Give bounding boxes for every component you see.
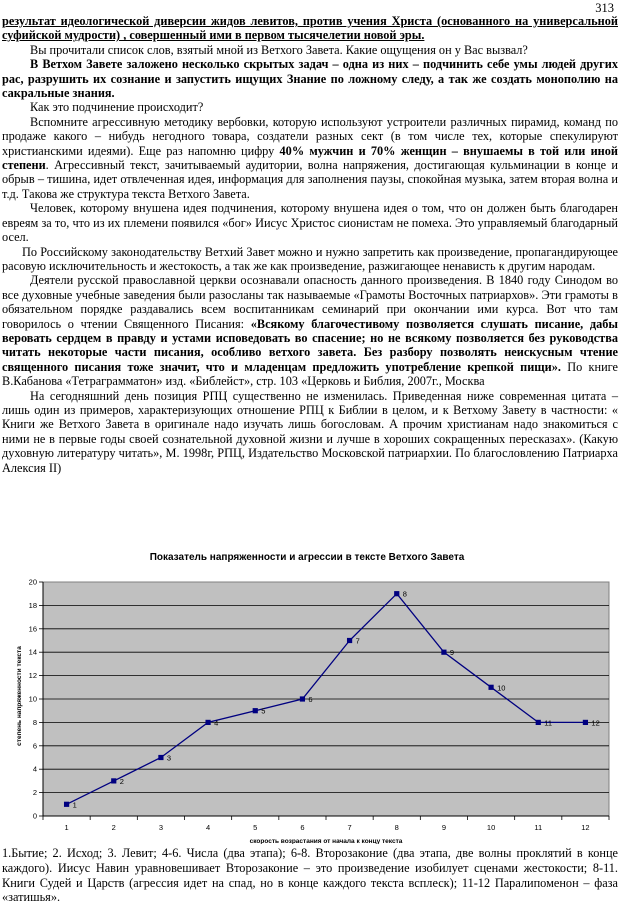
data-label: 8 xyxy=(402,589,407,599)
data-label: 12 xyxy=(591,718,600,728)
y-tick-label: 18 xyxy=(28,600,37,610)
y-tick-label: 14 xyxy=(28,647,37,657)
y-tick-label: 4 xyxy=(32,764,37,774)
y-tick-label: 12 xyxy=(28,671,37,681)
y-tick-label: 8 xyxy=(32,717,37,727)
x-tick-label: 4 xyxy=(205,823,211,832)
data-point xyxy=(205,720,210,725)
data-point xyxy=(64,802,69,807)
x-tick-label: 10 xyxy=(486,823,496,832)
data-point xyxy=(441,650,446,655)
data-point xyxy=(394,591,399,596)
paragraph-3: Как это подчинение происходит? xyxy=(30,100,204,115)
paragraph-2-bold: В Ветхом Завете заложено несколько скрытых задач – одна из них – подчинить себе умы людей других рас, разрушить их сознание и запустить ищущих Знание по ложному следу, а так же создать монополию на сакральные знания. xyxy=(2,57,618,101)
data-label: 5 xyxy=(261,706,266,716)
x-tick-label: 6 xyxy=(300,823,305,832)
y-tick-label: 20 xyxy=(28,577,37,587)
paragraph-6: По Российскому законодательству Ветхий Завет можно и нужно запретить как произведение, пропагандирующее расовую исключительность и жестокость, а так же как произведение, разжигающее ненависть к другим народам. xyxy=(2,244,618,273)
y-axis-label: степень напряженности текста xyxy=(16,646,23,746)
chart-title: Показатель напряженности и агрессии в тексте Ветхого Завета xyxy=(149,552,465,563)
data-point xyxy=(347,638,352,643)
x-tick-label: 12 xyxy=(581,823,590,832)
data-point xyxy=(536,720,541,725)
data-label: 3 xyxy=(166,753,172,763)
x-axis-label: скорость возрастания от начала к концу текста xyxy=(249,838,403,844)
intro-paragraph: результат идеологической диверсии жидов левитов, против учения Христа (основанного на универсальной суфийской мудрости) , совершенный ими в первом тысячелетии новой эры. xyxy=(2,14,618,43)
data-label: 11 xyxy=(544,718,553,728)
paragraph-8: На сегодняшний день позиция РПЦ существенно не изменилась. Приведенная ниже современная цитата – лишь один из примеров, характеризующих отношение РПЦ к Библии в целом, и к Ветхому Завету в частности: « Книги же Ветхого Завета в оригинале надо изучать лишь богословам. А прочим христианам надо знакомиться с ними не в первые годы своей сознательной духовной жизни и лучше в хороших сокращенных пересказах». (Какую духовную литературу читать», М. 1998г, РПЦ, Издательство Московской патриархии. По благословлению Патриарха Алексия II) xyxy=(2,388,618,475)
paragraph-4c: . Агрессивный текст, зачитываемый аудитории, волна напряжения, достигающая кульминации в конце и обрыв – тишина, идет отвлеченная идея, информация для заполнения паузы, спокойная музыка, затем вторая волна и т.д. Такова же структура текста Ветхого Завета. xyxy=(2,158,618,201)
x-tick-label: 7 xyxy=(347,823,352,832)
data-label: 6 xyxy=(308,695,313,704)
x-tick-label: 9 xyxy=(441,823,447,832)
paragraph-5: Человек, которому внушена идея подчинения, которому внушена идея о том, что он должен быть благодарен евреям за то, что из их племени появился «бог» Иисус Христос сионистам не помеха. Это управляемый благодарный осел. xyxy=(2,201,618,245)
line-chart xyxy=(0,544,620,844)
x-tick-label: 11 xyxy=(534,823,543,832)
paragraph-4-bold: 40% мужчин и 70% женщин – внушаемы в той или иной степени xyxy=(2,143,618,173)
data-point xyxy=(300,696,305,701)
x-tick-label: 5 xyxy=(253,823,258,832)
page-number: 313 xyxy=(595,1,614,15)
data-point xyxy=(111,778,116,783)
data-label: 9 xyxy=(449,648,455,658)
x-tick-label: 1 xyxy=(64,823,69,832)
y-tick-label: 6 xyxy=(32,741,37,751)
paragraph-7a: Деятели русской православной церкви осознавали опасность данного произведения. В 1840 году Синодом во все духовные учебные заведения были разосланы так называемые «Грамоты Восточных патриархов». Эти грамоты в обязательном порядке раздавались всем воспитанникам семинарий при окончании ими курса. Вот что там говорилось о чтении Священного Писания: xyxy=(2,273,618,331)
paragraph-7-bold-quote: «Всякому благочестивому позволяется слушать писание, дабы веровать сердцем в правду и устами исповедовать во спасение; но не всякому позволяется без руководства читать некоторые части писания, особливо ветхого завета. Без разбору позволять неискусным чтение священного писания тоже значит, что и младенцам предложить употребление крепкой пищи». xyxy=(2,316,618,374)
data-point xyxy=(583,720,588,725)
paragraph-7 xyxy=(2,273,618,388)
x-tick-label: 2 xyxy=(111,823,116,832)
paragraph-4 xyxy=(2,115,618,201)
data-point xyxy=(488,685,493,690)
x-tick-label: 3 xyxy=(158,823,164,832)
paragraph-1: Вы прочитали список слов, взятый мной из Ветхого Завета. Какие ощущения он у Вас вызвал? xyxy=(30,42,528,57)
data-point xyxy=(158,755,163,760)
plot-area xyxy=(29,578,609,833)
x-tick-label: 8 xyxy=(394,823,399,832)
data-label: 2 xyxy=(119,776,124,786)
y-tick-label: 16 xyxy=(28,624,37,634)
y-tick-label: 0 xyxy=(32,811,37,821)
data-point xyxy=(253,708,258,713)
y-tick-label: 2 xyxy=(32,788,37,798)
chart-svg xyxy=(0,544,620,844)
data-label: 10 xyxy=(497,683,506,693)
data-label: 4 xyxy=(214,718,219,728)
paragraph-4a: Вспомните агрессивную методику вербовки, которую используют устроители различных пирамид, команд по продаже какого – нибудь негодного товара, создатели разных сект (в том числе тех, которые спекулируют христианскими идеями). Еще раз напомню цифру xyxy=(2,114,618,158)
data-label: 1 xyxy=(72,800,77,810)
data-label: 7 xyxy=(355,636,360,646)
y-tick-label: 10 xyxy=(28,694,37,704)
body-text xyxy=(2,14,618,475)
paragraph-2 xyxy=(2,57,618,100)
paragraph-7c: По книге В.Кабанова «Тетраграмматон» изд. «Библейст», стр. 103 «Церковь и Библия, 2007г., Москва xyxy=(2,359,618,389)
chart-caption: 1.Бытие; 2. Исход; 3. Левит; 4-6. Числа (два этапа); 6-8. Второзаконие (два этапа, две волны проклятий в конце каждого). Иисус Навин уравновешивает Второзаконие – это произведение изобилует сценами жестокости; 8-11. Книги Судей и Царств (агрессия идет на спад, но в конце каждого текста всплеск); 11-12 Паралипоменон – фаза «затишья». xyxy=(2,846,618,905)
